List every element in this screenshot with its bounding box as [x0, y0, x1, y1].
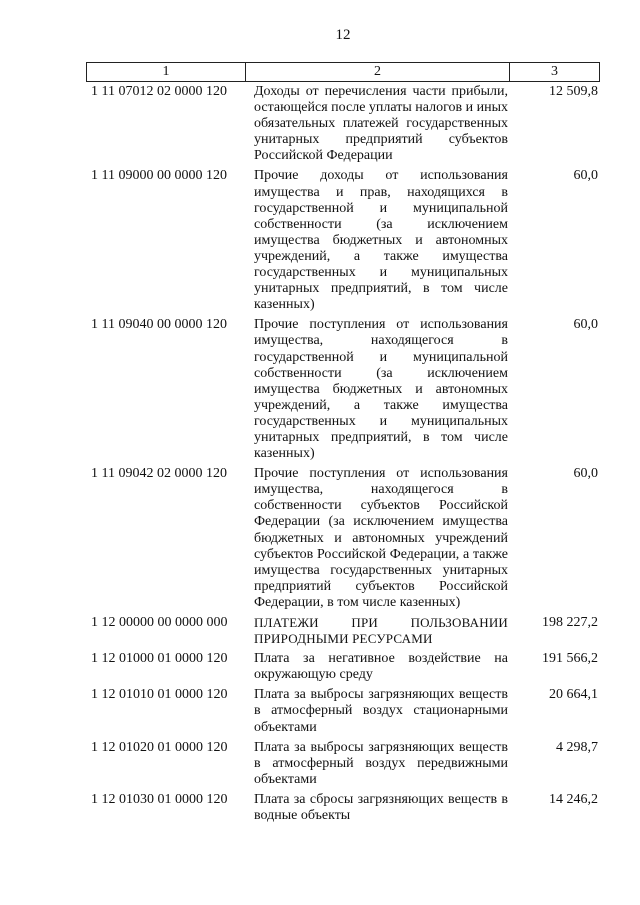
- income-description: Плата за выбросы загрязняющих веществ в атмосферный воздух стационарными объектами: [254, 687, 508, 735]
- page-number: 12: [335, 27, 351, 43]
- table-body: [86, 84, 600, 828]
- budget-code: 1 12 01010 01 0000 120: [91, 687, 228, 703]
- amount: 198 227,2: [542, 615, 598, 630]
- budget-code: 1 11 09042 02 0000 120: [91, 466, 227, 482]
- table-row: [86, 168, 600, 313]
- amount: 60,0: [573, 317, 598, 333]
- column-header-amount: 3: [551, 64, 558, 79]
- amount: 14 246,2: [549, 791, 598, 807]
- budget-code: 1 12 01020 01 0000 120: [91, 739, 228, 755]
- budget-code: 1 12 01000 01 0000 120: [91, 651, 228, 667]
- amount: 12 509,8: [549, 84, 598, 99]
- amount: 60,0: [573, 466, 598, 482]
- budget-code: 1 12 00000 00 0000 000: [91, 615, 228, 630]
- table-row: [86, 792, 600, 824]
- income-description: Доходы от перечисления части прибыли, остающейся после уплаты налогов и иных обязательных платежей государственных унитарных предприятий субъектов Российской Федерации: [254, 84, 508, 164]
- budget-code: 1 11 09040 00 0000 120: [91, 317, 227, 333]
- income-description: Плата за выбросы загрязняющих веществ в атмосферный воздух передвижными объектами: [254, 739, 508, 787]
- column-header-code: 1: [87, 63, 246, 81]
- table-row: [86, 317, 600, 462]
- income-description: ПЛАТЕЖИ ПРИ ПОЛЬЗОВАНИИ ПРИРОДНЫМИ РЕСУРСАМИ: [254, 615, 508, 647]
- table-row: [86, 84, 600, 164]
- income-description: Прочие поступления от использования имущества, находящегося в собственности субъектов Российской Федерации (за исключением имущества бюджетных и автономных учреждений субъектов Российской Федерации, а также имущества государственных унитарных предприятий субъектов Российской Федерации, в том числе казенных): [254, 466, 508, 610]
- income-description: Прочие поступления от использования имущества, находящегося в государственной и муниципальной собственности (за исключением имущества бюджетных и автономных учреждений, а также имущества государственных и муниципальных унитарных предприятий, в том числе казенных): [254, 317, 508, 462]
- table-header: [86, 62, 600, 82]
- column-header-description: 2: [246, 63, 510, 81]
- table-row: [86, 687, 600, 735]
- amount: 60,0: [573, 168, 598, 184]
- table-row: [86, 615, 600, 647]
- budget-code: 1 12 01030 01 0000 120: [91, 791, 228, 807]
- income-description: Прочие доходы от использования имущества и прав, находящихся в государственной и муниципальной собственности (за исключением имущества бюджетных и автономных учреждений, а также имущества государственных и муниципальных унитарных предприятий, в том числе казенных): [254, 168, 508, 313]
- table-row: [86, 740, 600, 788]
- table-row: [86, 651, 600, 683]
- income-description: Плата за сбросы загрязняющих веществ в водные объекты: [254, 791, 508, 824]
- amount: 4 298,7: [556, 739, 598, 755]
- amount: 20 664,1: [549, 687, 598, 703]
- amount: 191 566,2: [542, 651, 598, 667]
- income-description: Плата за негативное воздействие на окружающую среду: [254, 651, 508, 683]
- budget-code: 1 11 07012 02 0000 120: [91, 84, 227, 99]
- table-row: [86, 466, 600, 611]
- budget-code: 1 11 09000 00 0000 120: [91, 168, 227, 184]
